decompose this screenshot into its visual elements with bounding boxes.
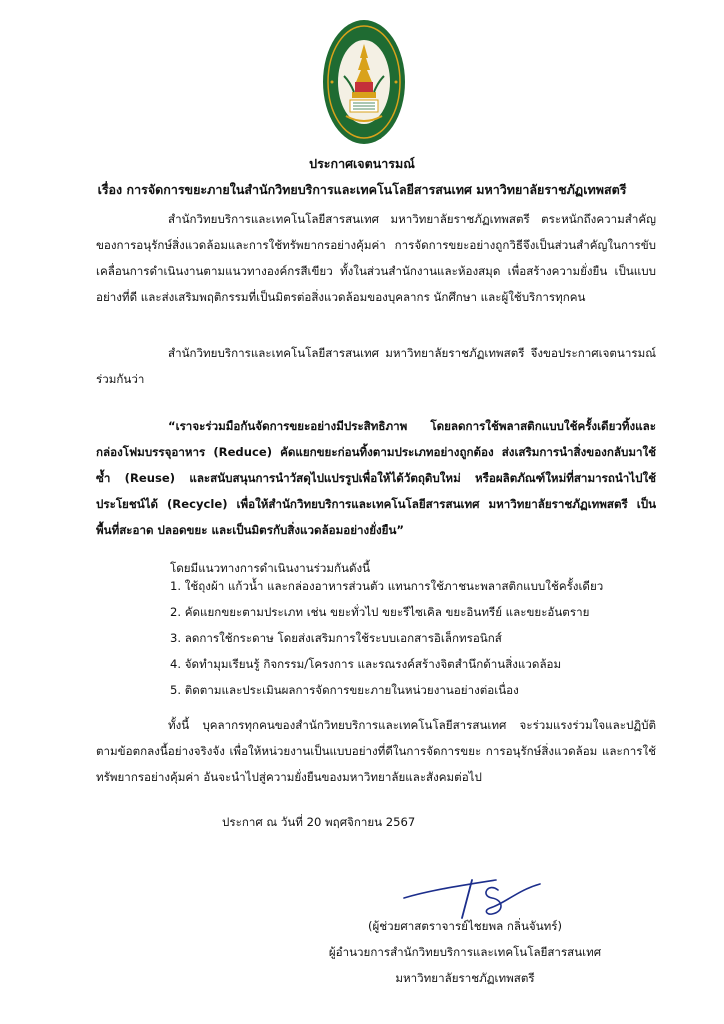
university-seal-logo xyxy=(322,18,406,146)
signer-position: ผู้อำนวยการสำนักวิทยบริการและเทคโนโลยีสารสนเทศ xyxy=(328,945,602,959)
guidelines-intro: โดยมีแนวทางการดำเนินงานร่วมกันดังนี้ xyxy=(170,561,371,575)
signer-organization: มหาวิทยาลัยราชภัฏเทพสตรี xyxy=(395,971,535,985)
closing-paragraph xyxy=(96,712,656,790)
handwritten-signature xyxy=(400,868,550,922)
guideline-item: 4. จัดทำมุมเรียนรู้ กิจกรรม/โครงการ และรณรงค์สร้างจิตสำนึกด้านสิ่งแวดล้อม xyxy=(170,657,562,671)
guideline-item: 2. คัดแยกขยะตามประเภท เช่น ขยะทั่วไป ขยะรีไซเคิล ขยะอินทรีย์ และขยะอันตราย xyxy=(170,605,590,619)
pledge-quote xyxy=(96,413,656,543)
guideline-item: 5. ติดตามและประเมินผลการจัดการขยะภายในหน่วยงานอย่างต่อเนื่อง xyxy=(170,683,519,697)
intro-paragraph-text: สำนักวิทยบริการและเทคโนโลยีสารสนเทศ มหาวิทยาลัยราชภัฏเทพสตรี ตระหนักถึงความสำคัญของการอนุรักษ์สิ่งแวดล้อมและการใช้ทรัพยากรอย่างคุ้มค่า การจัดการขยะอย่างถูกวิธีจึงเป็นส่วนสำคัญในการขับเคลื่อนการดำเนินงานตามแนวทางองค์กรสีเขียว ทั้งในส่วนสำนักงานและห้องสมุด เพื่อสร้างความยั่งยืน เป็นแบบอย่างที่ดี และส่งเสริมพฤติกรรมที่เป็นมิตรต่อสิ่งแวดล้อมของบุคลากร นักศึกษา และผู้ใช้บริการทุกคน xyxy=(96,212,656,304)
guidelines-list xyxy=(170,573,670,703)
announcement-title: ประกาศเจตนารมณ์ xyxy=(309,156,415,171)
guideline-item: 1. ใช้ถุงผ้า แก้วน้ำ และกล่องอาหารส่วนตัว แทนการใช้ภาชนะพลาสติกแบบใช้ครั้งเดียว xyxy=(170,579,604,593)
intro-paragraph xyxy=(96,206,656,310)
declaration-paragraph-text: สำนักวิทยบริการและเทคโนโลยีสารสนเทศ มหาวิทยาลัยราชภัฏเทพสตรี จึงขอประกาศเจตนารมณ์ร่วมกันว่า xyxy=(96,346,656,386)
pledge-quote-text: “เราจะร่วมมือกันจัดการขยะอย่างมีประสิทธิภาพ โดยลดการใช้พลาสติกแบบใช้ครั้งเดียวทิ้งและกล่องโฟมบรรจุอาหาร (Reduce) คัดแยกขยะก่อนทิ้งตามประเภทอย่างถูกต้อง ส่งเสริมการนำสิ่งของกลับมาใช้ซ้ำ (Reuse) และสนับสนุนการนำวัสดุไปแปรรูปเพื่อให้ได้วัตถุดิบใหม่ หรือผลิตภัณฑ์ใหม่ที่สามารถนำไปใช้ประโยชน์ได้ (Recycle) เพื่อให้สำนักวิทยบริการและเทคโนโลยีสารสนเทศ มหาวิทยาลัยราชภัฏเทพสตรี เป็นพื้นที่สะอาด ปลอดขยะ และเป็นมิตรกับสิ่งแวดล้อมอย่างยั่งยืน” xyxy=(96,419,656,537)
announcement-subject: เรื่อง การจัดการขยะภายในสำนักวิทยบริการและเทคโนโลยีสารสนเทศ มหาวิทยาลัยราชภัฏเทพสตรี xyxy=(97,182,627,197)
announcement-date: ประกาศ ณ วันที่ 20 พฤศจิกายน 2567 xyxy=(222,815,416,829)
guideline-item: 3. ลดการใช้กระดาษ โดยส่งเสริมการใช้ระบบเอกสารอิเล็กทรอนิกส์ xyxy=(170,631,502,645)
declaration-paragraph xyxy=(96,340,656,392)
closing-paragraph-text: ทั้งนี้ บุคลากรทุกคนของสำนักวิทยบริการและเทคโนโลยีสารสนเทศ จะร่วมแรงร่วมใจและปฏิบัติตามข้อตกลงนี้อย่างจริงจัง เพื่อให้หน่วยงานเป็นแบบอย่างที่ดีในการจัดการขยะ การอนุรักษ์สิ่งแวดล้อม และการใช้ทรัพยากรอย่างคุ้มค่า อันจะนำไปสู่ความยั่งยืนของมหาวิทยาลัยและสังคมต่อไป xyxy=(96,718,656,784)
signer-name: (ผู้ช่วยศาสตราจารย์ไชยพล กลิ่นจันทร์) xyxy=(367,919,563,933)
